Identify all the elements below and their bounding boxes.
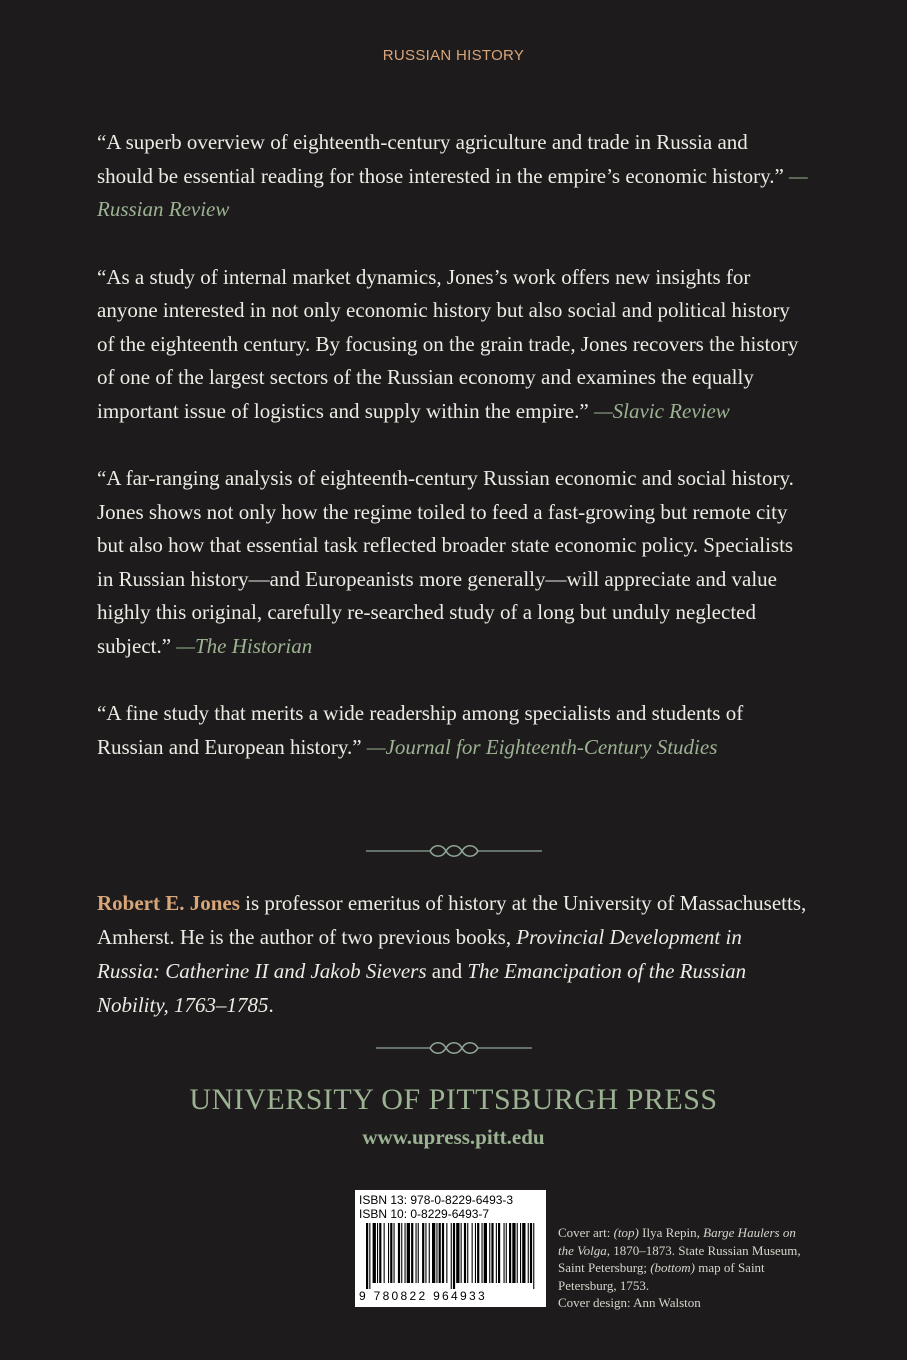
barcode-bar xyxy=(504,1223,505,1283)
artwork-title: Barge Haulers on the Volga, xyxy=(558,1225,796,1258)
quote-source: —The Historian xyxy=(176,633,313,658)
cover-design-credit: Cover design: Ann Walston xyxy=(558,1295,701,1310)
barcode-bar xyxy=(475,1223,476,1283)
barcode-bar xyxy=(401,1223,402,1283)
barcode-bar xyxy=(522,1223,525,1283)
review-quote xyxy=(97,697,809,764)
barcode-bar xyxy=(439,1223,441,1283)
review-quotes xyxy=(97,126,809,798)
barcode-bar xyxy=(464,1223,466,1283)
barcode-bar xyxy=(456,1223,459,1283)
author-bio xyxy=(97,886,809,1022)
bio-text: and xyxy=(431,959,463,983)
quote-text: “As a study of internal market dynamics, Jones’s work offers new insights for anyone interested in not only economic history but also social and political history of the eighteenth century. By focusing on the grain trade, Jones recovers the history of one of the largest sectors of the Russian economy and examines the equally important issue of logistics and supply within the empire.” xyxy=(97,264,799,423)
barcode-bar xyxy=(512,1223,515,1283)
review-quote xyxy=(97,462,809,663)
barcode-bars xyxy=(366,1223,538,1289)
barcode-bar xyxy=(369,1223,370,1289)
bio-text: is professor emeritus of history at the University of Massachusetts, Amherst. He is the author of two previous books, xyxy=(97,891,807,949)
barcode-bar xyxy=(436,1223,437,1283)
barcode-bar xyxy=(422,1223,424,1283)
barcode-bar xyxy=(418,1223,419,1283)
divider-ornament xyxy=(0,1038,907,1058)
barcode-bar xyxy=(394,1223,395,1283)
barcode-bar xyxy=(388,1223,389,1283)
barcode-bar xyxy=(411,1223,413,1283)
quote-source: —Slavic Review xyxy=(593,398,730,423)
barcode-bar xyxy=(517,1223,518,1283)
barcode-bar xyxy=(425,1223,426,1283)
quote-text: “A fine study that merits a wide readership among specialists and students of Russian and European history.” xyxy=(97,701,744,759)
isbn-10: ISBN 10: 0-8229-6493-7 xyxy=(359,1207,490,1221)
barcode-bar xyxy=(533,1223,534,1289)
barcode-bar xyxy=(491,1223,493,1283)
barcode-digits: 9 780822 964933 xyxy=(359,1289,487,1303)
barcode-bar xyxy=(379,1223,381,1283)
cover-credits xyxy=(558,1224,808,1312)
barcode-bar xyxy=(384,1223,385,1283)
bio-text: . xyxy=(268,993,274,1017)
barcode-bar xyxy=(461,1223,462,1283)
barcode-bar xyxy=(377,1223,378,1283)
barcode-bar xyxy=(482,1223,483,1283)
book-title: The Emancipation of the Russian Nobility, 1763–1785 xyxy=(97,959,747,1017)
barcode-bar xyxy=(429,1223,430,1283)
barcode-bar xyxy=(407,1223,410,1283)
barcode-bar xyxy=(442,1223,444,1283)
credit-text: Cover art: xyxy=(558,1225,611,1240)
barcode-bar xyxy=(467,1223,468,1283)
barcode-bar xyxy=(416,1223,417,1283)
credit-text: (bottom) xyxy=(650,1260,695,1275)
barcode-bar xyxy=(398,1223,400,1283)
barcode-bar xyxy=(496,1223,497,1283)
book-title: Provincial Development in Russia: Catherine II and Jakob Sievers xyxy=(97,925,742,983)
quote-text: “A far-ranging analysis of eighteenth-century Russian economic and social history. Jones shows not only how the regime toiled to feed a fast-growing but remote city but also how that essential task reflected broader state economic policy. Specialists in Russian history—and Europeanists more generally—will appreciate and value highly this original, carefully re-searched study of a long but unduly neglected subject.” xyxy=(97,466,794,658)
isbn-13: ISBN 13: 978-0-8229-6493-3 xyxy=(359,1193,514,1207)
review-quote xyxy=(97,126,809,227)
barcode-bar xyxy=(489,1223,490,1283)
barcode-bar xyxy=(506,1223,507,1283)
barcode-bar xyxy=(453,1223,455,1289)
isbn-barcode xyxy=(355,1190,546,1307)
barcode-bar xyxy=(446,1223,447,1283)
quote-source: —Russian Review xyxy=(97,163,808,221)
category-label: RUSSIAN HISTORY xyxy=(382,47,525,64)
barcode-bar xyxy=(472,1223,473,1283)
publisher-name: UNIVERSITY OF PITTSBURGH PRESS xyxy=(189,1083,718,1116)
credit-text: map of Saint Petersburg, 1753. xyxy=(558,1260,765,1293)
credit-text: Ilya Repin, xyxy=(642,1225,700,1240)
barcode-bar xyxy=(509,1223,511,1283)
credit-text: (top) xyxy=(613,1225,639,1240)
review-quote xyxy=(97,261,809,429)
barcode-bar xyxy=(530,1223,532,1283)
quote-source: —Journal for Eighteenth-Century Studies xyxy=(366,734,718,759)
barcode-bar xyxy=(451,1223,452,1289)
barcode-bar xyxy=(366,1223,368,1289)
barcode-bar xyxy=(484,1223,487,1283)
barcode-bar xyxy=(477,1223,479,1283)
barcode-bar xyxy=(390,1223,392,1283)
barcode-bar xyxy=(498,1223,500,1283)
divider-ornament xyxy=(0,841,907,861)
barcode-bar xyxy=(520,1223,521,1283)
publisher-website[interactable]: www.upress.pitt.edu xyxy=(362,1125,545,1149)
barcode-bar xyxy=(405,1223,406,1283)
author-name: Robert E. Jones xyxy=(97,891,240,915)
barcode-bar xyxy=(528,1223,529,1283)
credit-text: 1870–1873. State Russian Museum, Saint Petersburg; xyxy=(558,1242,801,1275)
quote-text: “A superb overview of eighteenth-century agriculture and trade in Russia and should be essential reading for those interested in the empire’s economic history.” xyxy=(97,130,784,188)
barcode-bar xyxy=(432,1223,435,1283)
barcode-bar xyxy=(373,1223,376,1283)
